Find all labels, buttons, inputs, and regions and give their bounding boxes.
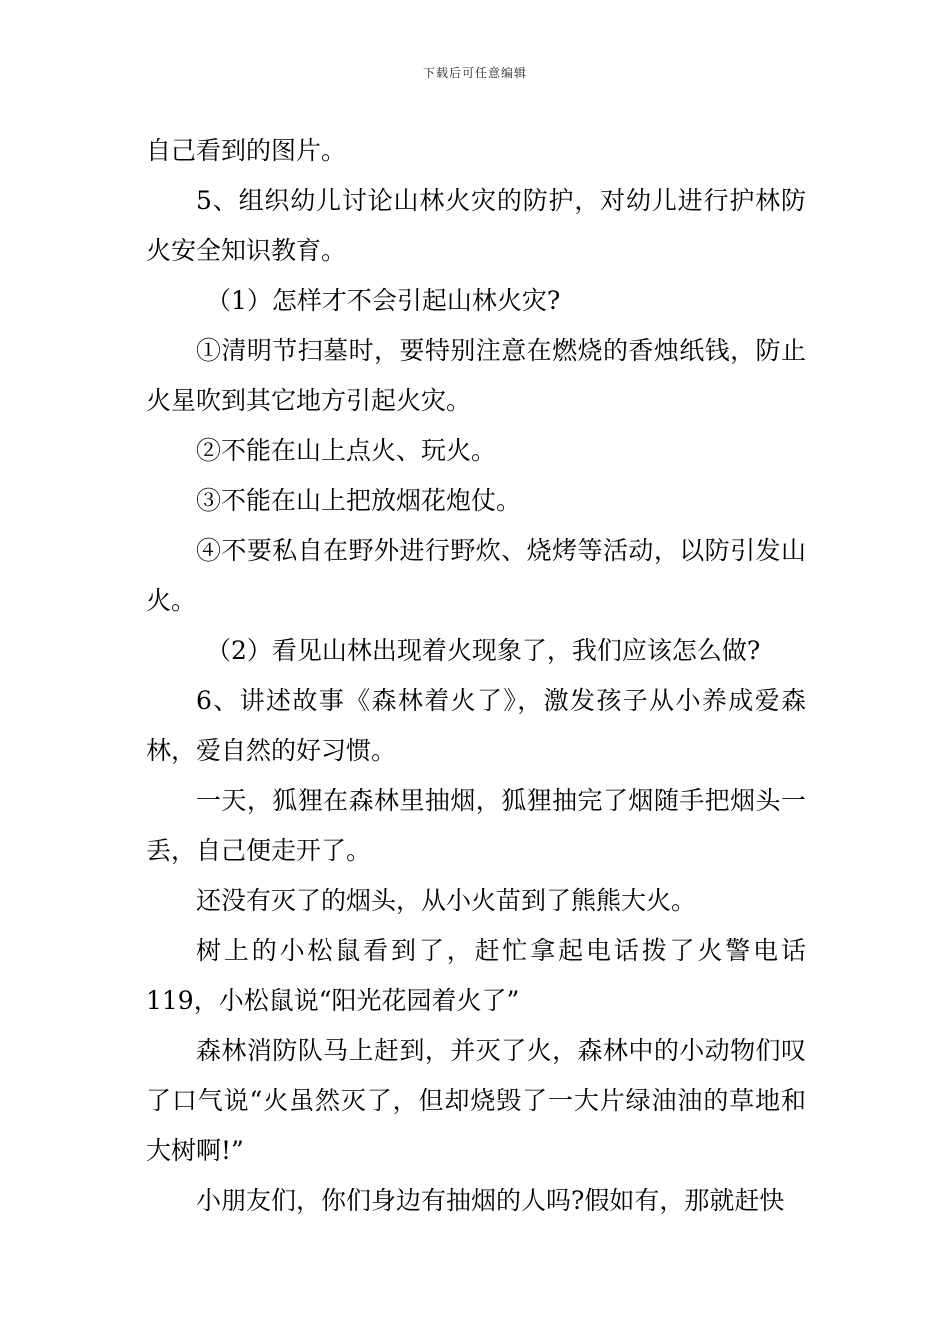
paragraph-story-2: 还没有灭了的烟头，从小火苗到了熊熊大火。: [196, 886, 697, 915]
paragraph-item-6: 6、讲述故事《森林着火了》，激发孩子从小养成爱森林，爱自然的好习惯。: [146, 686, 806, 765]
paragraph-rule-1: ①清明节扫墓时，要特别注意在燃烧的香烛纸钱，防止火星吹到其它地方引起火灾。: [146, 336, 806, 415]
paragraph-story-5: 小朋友们，你们身边有抽烟的人吗?假如有，那就赶快: [196, 1186, 785, 1215]
paragraph-story-4: 森林消防队马上赶到，并灭了火，森林中的小动物们叹了口气说“火虽然灭了，但却烧毁了一大片绿油油的草地和大树啊!”: [146, 1036, 806, 1165]
paragraph-rule-4: ④不要私自在野外进行野炊、烧烤等活动，以防引发山火。: [146, 536, 806, 615]
paragraph-story-3: 树上的小松鼠看到了，赶忙拿起电话拨了火警电话119，小松鼠说“阳光花园着火了”: [146, 936, 806, 1015]
document-body: [146, 126, 806, 1226]
paragraph-story-1: 一天，狐狸在森林里抽烟，狐狸抽完了烟随手把烟头一丢，自己便走开了。: [146, 786, 806, 865]
paragraph-rule-2: ②不能在山上点火、玩火。: [196, 436, 497, 465]
page-header: 下载后可任意编辑: [422, 66, 527, 80]
paragraph-question-2: （2）看见山林出现着火现象了，我们应该怎么做?: [206, 636, 761, 665]
paragraph-question-1: （1）怎样才不会引起山林火灾?: [206, 286, 561, 315]
paragraph-rule-3: ③不能在山上把放烟花炮仗。: [196, 486, 522, 515]
paragraph-item-5: 5、组织幼儿讨论山林火灾的防护，对幼儿进行护林防火安全知识教育。: [146, 186, 806, 265]
paragraph-continuation: 自己看到的图片。: [146, 136, 347, 165]
